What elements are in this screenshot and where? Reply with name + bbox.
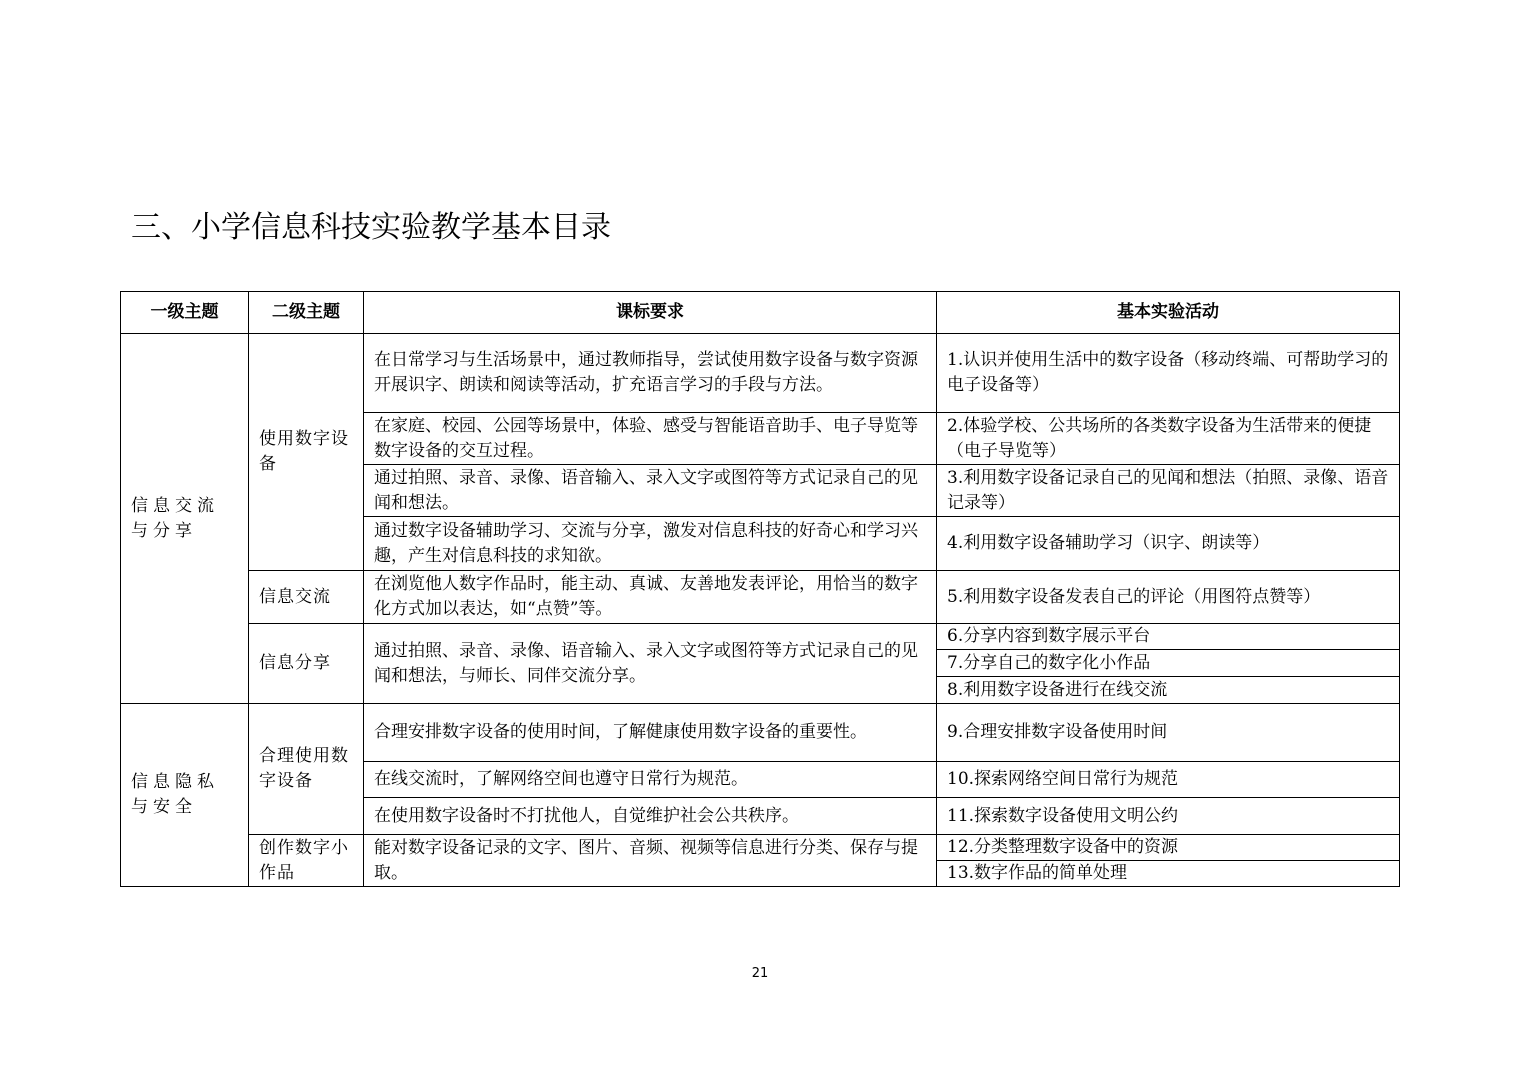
activity-cell: 2.体验学校、公共场所的各类数字设备为生活带来的便捷（电子导览等） <box>937 413 1400 465</box>
requirement-cell: 在浏览他人数字作品时，能主动、真诚、友善地发表评论，用恰当的数字化方式加以表达，如“点赞”等。 <box>364 571 937 624</box>
requirement-cell: 在线交流时，了解网络空间也遵守日常行为规范。 <box>364 762 937 798</box>
requirement-cell: 通过拍照、录音、录像、语音输入、录入文字或图符等方式记录自己的见闻和想法，与师长、同伴交流分享。 <box>364 624 937 704</box>
page-title: 三、小学信息科技实验教学基本目录 <box>131 210 611 245</box>
requirement-cell: 能对数字设备记录的文字、图片、音频、视频等信息进行分类、保存与提取。 <box>364 835 937 887</box>
requirement-cell: 通过拍照、录音、录像、语音输入、录入文字或图符等方式记录自己的见闻和想法。 <box>364 465 937 517</box>
level2-theme-cell: 创作数字小作品 <box>249 835 364 887</box>
activity-cell: 11.探索数字设备使用文明公约 <box>937 798 1400 835</box>
level1-theme-cell: 信息隐私与安全 <box>121 704 249 887</box>
activity-cell: 1.认识并使用生活中的数字设备（移动终端、可帮助学习的电子设备等） <box>937 334 1400 413</box>
level1-theme-cell: 信息交流与分享 <box>121 334 249 704</box>
requirement-cell: 在家庭、校园、公园等场景中，体验、感受与智能语音助手、电子导览等数字设备的交互过程。 <box>364 413 937 465</box>
table-header-row <box>121 292 1400 334</box>
header-curriculum-requirement: 课标要求 <box>364 292 937 334</box>
level2-theme-cell: 信息交流 <box>249 571 364 624</box>
table-row <box>121 835 1400 861</box>
experiment-catalog-table <box>120 291 1400 887</box>
requirement-cell: 在使用数字设备时不打扰他人，自觉维护社会公共秩序。 <box>364 798 937 835</box>
level2-theme-cell: 合理使用数字设备 <box>249 704 364 835</box>
table-row <box>121 704 1400 762</box>
activity-cell: 10.探索网络空间日常行为规范 <box>937 762 1400 798</box>
table-row <box>121 571 1400 624</box>
level2-theme-cell: 使用数字设备 <box>249 334 364 571</box>
activity-cell: 9.合理安排数字设备使用时间 <box>937 704 1400 762</box>
header-level1-theme: 一级主题 <box>121 292 249 334</box>
table-row <box>121 334 1400 413</box>
activity-cell: 12.分类整理数字设备中的资源 <box>937 835 1400 861</box>
activity-cell: 3.利用数字设备记录自己的见闻和想法（拍照、录像、语音记录等） <box>937 465 1400 517</box>
requirement-cell: 通过数字设备辅助学习、交流与分享，激发对信息科技的好奇心和学习兴趣，产生对信息科技的求知欲。 <box>364 517 937 571</box>
activity-cell: 6.分享内容到数字展示平台 <box>937 624 1400 650</box>
requirement-cell: 合理安排数字设备的使用时间，了解健康使用数字设备的重要性。 <box>364 704 937 762</box>
activity-cell: 5.利用数字设备发表自己的评论（用图符点赞等） <box>937 571 1400 624</box>
level2-theme-cell: 信息分享 <box>249 624 364 704</box>
activity-cell: 7.分享自己的数字化小作品 <box>937 650 1400 677</box>
activity-cell: 8.利用数字设备进行在线交流 <box>937 677 1400 704</box>
requirement-cell: 在日常学习与生活场景中，通过教师指导，尝试使用数字设备与数字资源开展识字、朗读和阅读等活动，扩充语言学习的手段与方法。 <box>364 334 937 413</box>
header-level2-theme: 二级主题 <box>249 292 364 334</box>
activity-cell: 13.数字作品的简单处理 <box>937 861 1400 887</box>
header-basic-experiment-activity: 基本实验活动 <box>937 292 1400 334</box>
activity-cell: 4.利用数字设备辅助学习（识字、朗读等） <box>937 517 1400 571</box>
table-row <box>121 624 1400 650</box>
page-number: 21 <box>751 966 769 981</box>
